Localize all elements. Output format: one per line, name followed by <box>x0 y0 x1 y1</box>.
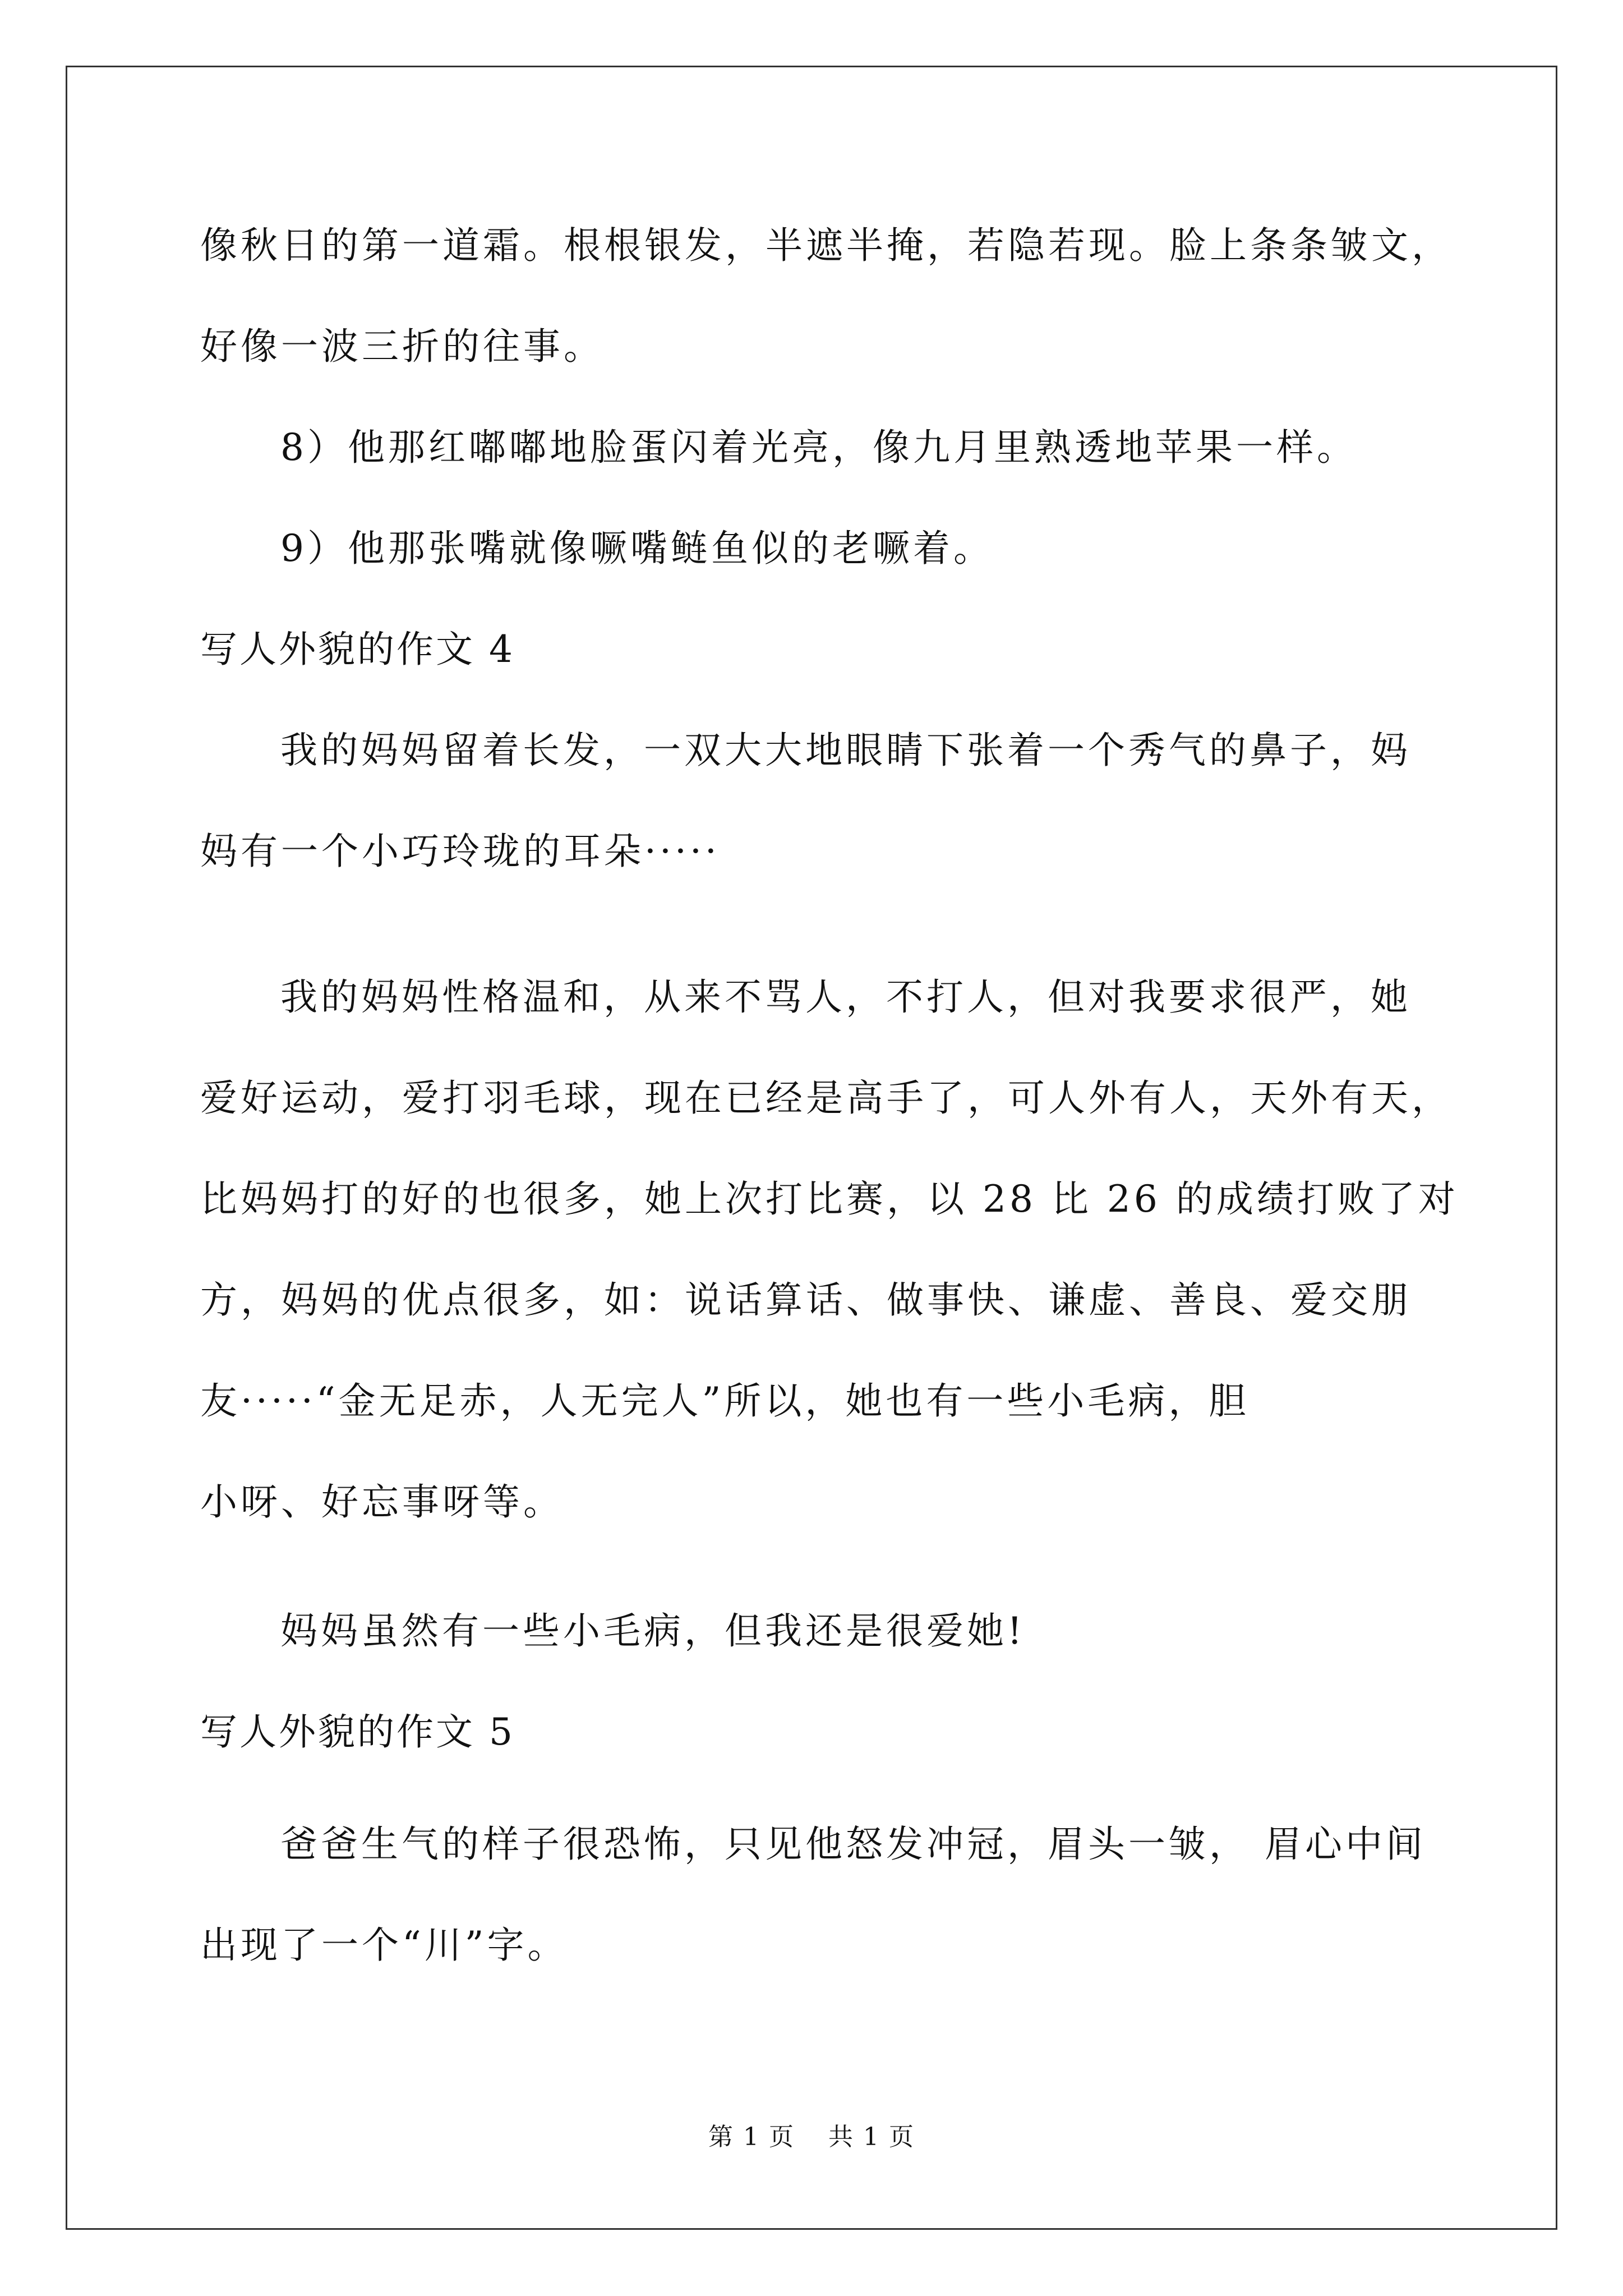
paragraph-line: 友·····“金无足赤，人无完人”所以，她也有一些小毛病，胆 <box>200 1379 1249 1423</box>
paragraph-line: 像秋日的第一道霜。根根银发，半遮半掩，若隐若现。脸上条条皱文， <box>200 224 1452 267</box>
list-item-9: 9）他那张嘴就像噘嘴鲢鱼似的老噘着。 <box>280 527 994 570</box>
section-heading-4: 写人外貌的作文 4 <box>200 628 515 671</box>
paragraph-line: 出现了一个“川”字。 <box>200 1924 568 1967</box>
paragraph-line: 方，妈妈的优点很多，如：说话算话、做事快、谦虚、善良、爱交朋 <box>200 1278 1412 1322</box>
list-item-8: 8）他那红嘟嘟地脸蛋闪着光亮，像九月里熟透地苹果一样。 <box>280 426 1357 469</box>
page-border <box>66 66 1557 2230</box>
section-heading-5: 写人外貌的作文 5 <box>200 1710 515 1754</box>
paragraph-line: 我的妈妈留着长发，一双大大地眼睛下张着一个秀气的鼻子，妈 <box>280 729 1411 772</box>
paragraph-line: 好像一波三折的往事。 <box>200 325 604 368</box>
paragraph-line: 爸爸生气的样子很恐怖，只见他怒发冲冠，眉头一皱， 眉心中间 <box>280 1823 1426 1866</box>
page-footer <box>0 2120 1623 2154</box>
page-number-total: 共 1 页 <box>828 2123 915 2151</box>
paragraph-line: 妈妈虽然有一些小毛病，但我还是很爱她! <box>280 1609 1026 1653</box>
paragraph-line: 小呀、好忘事呀等。 <box>200 1480 564 1524</box>
page-number-current: 第 1 页 <box>708 2123 795 2151</box>
paragraph-line: 妈有一个小巧玲珑的耳朵····· <box>200 830 720 873</box>
paragraph-line: 比妈妈打的好的也很多，她上次打比赛，以 28 比 26 的成绩打败了对 <box>200 1177 1459 1221</box>
paragraph-line: 我的妈妈性格温和，从来不骂人，不打人，但对我要求很严，她 <box>280 976 1411 1019</box>
paragraph-line: 爱好运动，爱打羽毛球，现在已经是高手了，可人外有人，天外有天， <box>200 1076 1452 1120</box>
